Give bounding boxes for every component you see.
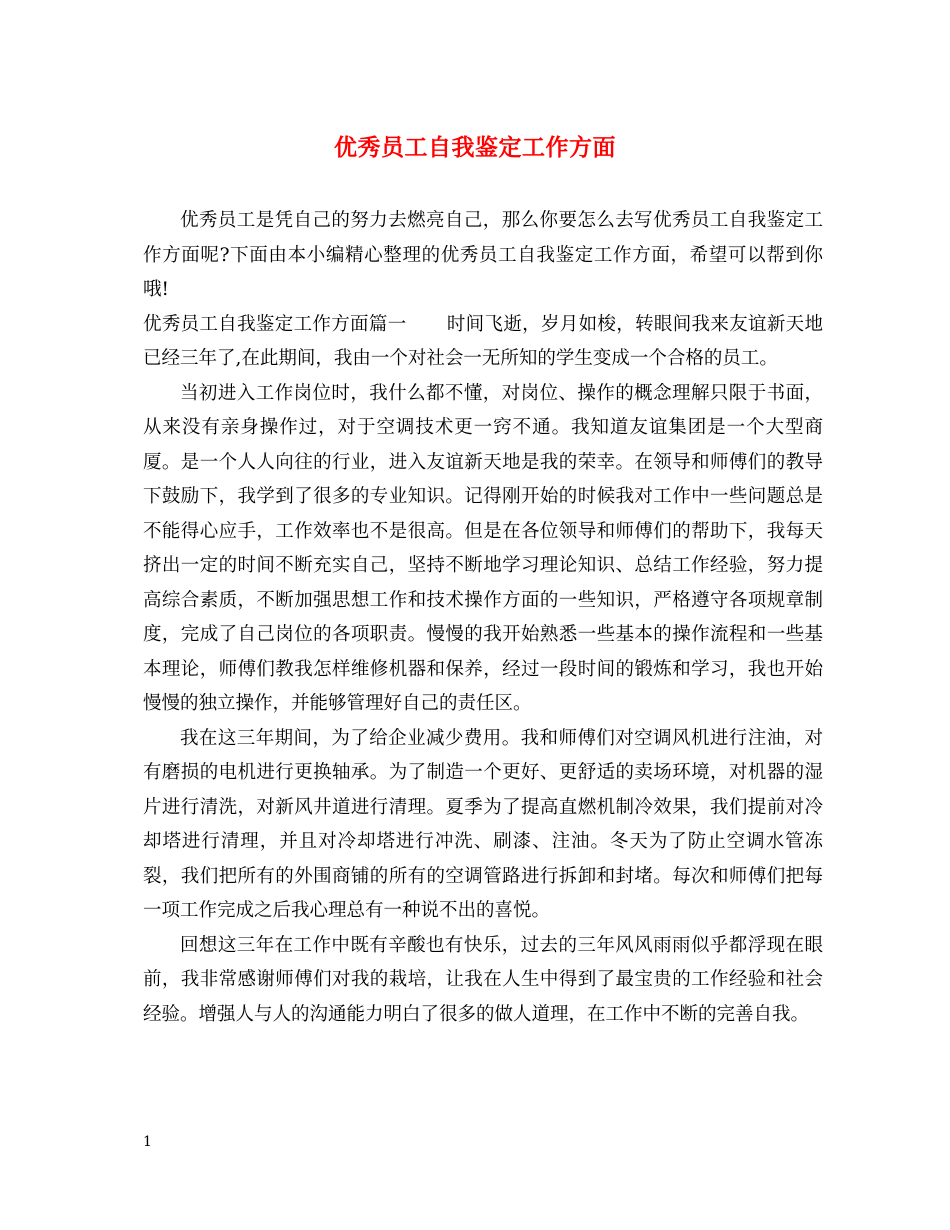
- body-paragraph: 回想这三年在工作中既有辛酸也有快乐，过去的三年风风雨雨似乎都浮现在眼前，我非常感谢师傅们对我的栽培，让我在人生中得到了最宝贵的工作经验和社会经验。增强人与人的沟通能力明白了很多的做人道理，在工作中不断的完善自我。: [143, 934, 823, 1025]
- body-paragraph: 我在这三年期间，为了给企业减少费用。我和师傅们对空调风机进行注油，对有磨损的电机进行更换轴承。为了制造一个更好、更舒适的卖场环境，对机器的湿片进行清洗，对新风井道进行清理。夏季为了提高直燃机制冷效果，我们提前对冷却塔进行清理，并且对冷却塔进行冲洗、刷漆、注油。冬天为了防止空调水管冻裂，我们把所有的外围商铺的所有的空调管路进行拆卸和封堵。每次和师傅们把每一项工作完成之后我心理总有一种说不出的喜悦。: [143, 727, 823, 921]
- intro-paragraph: 优秀员工是凭自己的努力去燃亮自己，那么你要怎么去写优秀员工自我鉴定工作方面呢?下面由本小编精心整理的优秀员工自我鉴定工作方面，希望可以帮到你哦!: [143, 210, 823, 300]
- document-body: [143, 204, 823, 1032]
- section-first-paragraph-block: [143, 308, 823, 377]
- document-title: 优秀员工自我鉴定工作方面: [334, 135, 616, 161]
- section-first-paragraph: 时间飞逝，岁月如梭，转眼间我来友谊新天地已经三年了,在此期间，我由一个对社会一无所知的学生变成一个合格的员工。: [143, 313, 823, 369]
- page-number: 1: [143, 1134, 152, 1150]
- section-heading: 优秀员工自我鉴定工作方面篇一: [143, 313, 407, 335]
- body-paragraph: 当初进入工作岗位时，我什么都不懂，对岗位、操作的概念理解只限于书面，从来没有亲身操作过，对于空调技术更一窍不通。我知道友谊集团是一个大型商厦。是一个人人向往的行业，进入友谊新天地是我的荣幸。在领导和师傅们的教导下鼓励下，我学到了很多的专业知识。记得刚开始的时候我对工作中一些问题总是不能得心应手，工作效率也不是很高。但是在各位领导和师傅们的帮助下，我每天挤出一定的时间不断充实自己，坚持不断地学习理论知识、总结工作经验，努力提高综合素质，不断加强思想工作和技术操作方面的一些知识，严格遵守各项规章制度，完成了自己岗位的各项职责。慢慢的我开始熟悉一些基本的操作流程和一些基本理论，师傅们教我怎样维修机器和保养，经过一段时间的锻炼和学习，我也开始慢慢的独立操作，并能够管理好自己的责任区。: [143, 382, 823, 714]
